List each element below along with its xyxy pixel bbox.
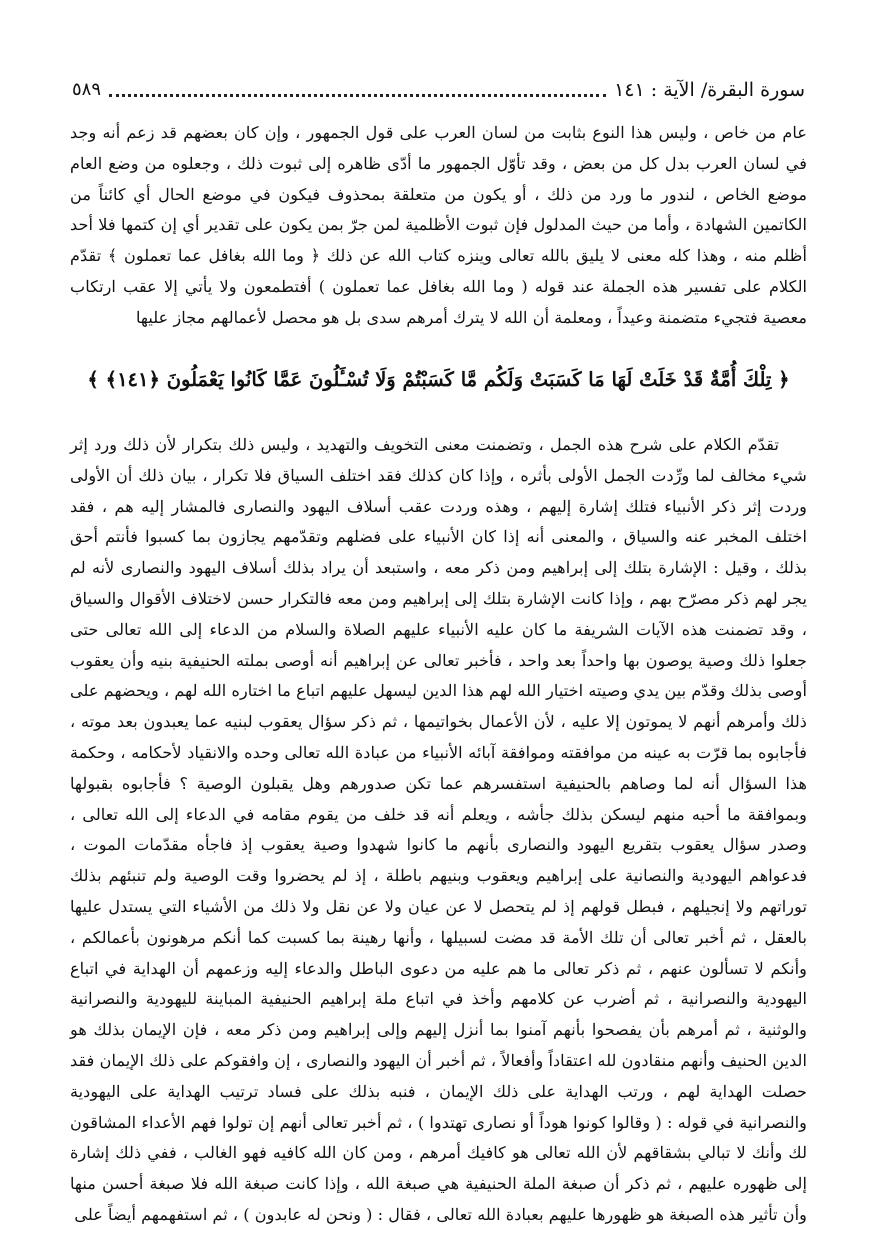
- paragraph: عام من خاص ، وليس هذا النوع بثابت من لسان العرب على قول الجمهور ، وإن كان بعضهم قد زعم أنه وجد في لسان العرب بدل كل من بعض ، وقد تأوّل الجمهور ما أدّى ظاهره إلى ثبوت ذلك ، وجعلوه من وضع العام موضع الخاص ، لندور ما ورد من ذلك ، أو يكون من متعلقة بمحذوف فيكون في موضع الحال أي كائناً من الكاتمين الشهادة ، وأما من حيث المدلول فإن ثبوت الأظلمية لمن جرّ بمن يكون على تقدير أي إن كتمها فلا أحد أظلم منه ، وهذا كله معنى لا يليق بالله تعالى وينزه كتاب الله عن ذلك ﴿ وما الله بغافل عما تعملون ﴾ تقدّم الكلام على تفسير هذه الجملة عند قوله ( وما الله بغافل عما تعملون ) أفتطمعون ولا يأتي إلا عقب ارتكاب معصية فتجيء متضمنة وعيداً ، ومعلمة أن الله لا يترك أمرهم سدى بل هو محصل لأعمالهم مجاز عليها: [70, 123, 807, 327]
- running-header: [72, 76, 805, 102]
- paragraph: تقدّم الكلام على شرح هذه الجمل ، وتضمنت معنى التخويف والتهديد ، وليس ذلك بتكرار لأن ذلك ورد إثر شيء مخالف لما ورِّدت الجمل الأولى بأثره ، وإذا كان كذلك فقد اختلف السياق فلا تكرار ، بيان ذلك أن الأولى وردت إثر ذكر الأنبياء فتلك إشارة إليهم ، وهذه وردت عقب أسلاف اليهود والنصارى فالمشار إليه هم ، فقد اختلف المخبر عنه والسياق ، والمعنى أنه إذا كان الأنبياء على فضلهم وتقدّمهم يجازون بما كسبوا فأنتم أحق بذلك ، وقيل : الإشارة بتلك إلى إبراهيم ومن ذكر معه ، واستبعد أن يراد بذلك أسلاف اليهود والنصارى لأنه لم يجر لهم ذكر مصرّح بهم ، وإذا كانت الإشارة بتلك إلى إبراهيم ومن معه فالتكرار حسن لاختلاف الأقوال والسياق ، وقد تضمنت هذه الآيات الشريفة ما كان عليه الأنبياء عليهم الصلاة والسلام من الدعاء إلى الله تعالى حتى جعلوا ذلك وصية يوصون بها واحداً بعد واحد ، فأخبر تعالى عن إبراهيم أنه أوصى بملته الحنيفية بنيه وأن يعقوب أوصى بذلك وقدّم بين يدي وصيته اختيار الله لهم هذا الدين ليسهل عليهم اتباع ما اختاره الله لهم ، ويحضهم على ذلك وأمرهم أنهم لا يموتون إلا عليه ، لأن الأعمال بخواتيمها ، ثم ذكر سؤال يعقوب لبنيه عما يعبدون بعد موته ، فأجابوه بما قرّت به عينه من موافقته وموافقة آبائه الأنبياء من عبادة الله تعالى وحده والانقياد لأحكامه ، وحكمة هذا السؤال أنه لما وصاهم بالحنيفية استفسرهم عما تكن صدورهم وهل يقبلون الوصية ؟ فأجابوه بقبولها وبموافقة ما أحبه منهم ليسكن بذلك جأشه ، ويعلم أنه قد خلف من يقوم مقامه في الدعاء إلى الله تعالى ، وصدر سؤال يعقوب بتقريع اليهود والنصارى بأنهم ما كانوا شهدوا وصية يعقوب إذ فاجأه مقدّمات الموت ، فدعواهم اليهودية والنصانية على إبراهيم ويعقوب وبنيهم باطلة ، إذ لم يحضروا وقت الوصية ولم تنبئهم بذلك توراتهم ولا إنجيلهم ، فبطل قولهم إذ لم يتحصل لا عن عيان ولا عن نقل ولا ذلك من الأشياء التي يستدل عليها بالعقل ، ثم أخبر تعالى أن تلك الأمة قد مضت لسبيلها ، وأنها رهينة بما كسبت كما أنكم مرهونون بأعمالكم ، وأنكم لا تسألون عنهم ، ثم ذكر تعالى ما هم عليه من دعوى الباطل والدعاء إليه وزعمهم أن الهداية في اتباع اليهودية والنصرانية ، ثم أضرب عن كلامهم وأخذ في اتباع ملة إبراهيم الحنيفية المباينة لليهودية والنصرانية والوثنية ، ثم أمرهم بأن يفصحوا بأنهم آمنوا بما أنزل إليهم وإلى إبراهيم ومن ذكر معه ، فإن الإيمان بذلك هو الدين الحنيف وأنهم منقادون لله اعتقاداً وأفعالاً ، ثم أخبر أن اليهود والنصارى ، إن وافقوكم على ذلك الإيمان فقد حصلت الهداية لهم ، ورتب الهداية على ذلك الإيمان ، فنبه بذلك على فساد ترتيب الهداية على اليهودية والنصرانية في قوله : ( وقالوا كونوا هوداً أو نصارى تهتدوا ) ، ثم أخبر تعالى أنهم إن تولوا فهم الأعداء المشاقون لك وأنك لا تبالي بشقاقهم لأن الله تعالى هو كافيك أمرهم ، ومن كان الله كافيه فهو الغالب ، ففي ذلك إشارة إلى ظهوره عليهم ، ثم ذكر أن صبغة الملة الحنيفية هي صبغة الله ، وإذا كانت صبغة الله فلا صبغة أحسن منها وأن تأثير هذه الصبغة هو ظهورها عليهم بعبادة الله تعالى ، فقال : ( ونحن له عابدون ) ، ثم استفهمهم أيضاً على: [70, 435, 807, 1224]
- running-title: سورة البقرة/ الآية : ١٤١: [614, 79, 805, 101]
- dotted-leader: [109, 94, 606, 97]
- commentary-bottom: [70, 430, 807, 1231]
- commentary-top: [70, 118, 807, 334]
- page-number: ٥٨٩: [72, 79, 102, 100]
- quran-verse: ﴿ تِلْكَ أُمَّةٌ قَدْ خَلَتْ لَهَا مَا كَسَبَتْ وَلَكُم مَّا كَسَبْتُمْ وَلَا تُسْـَٔلُونَ عَمَّا كَانُوا يَعْمَلُونَ ﴿١٤١﴾ ﴾: [87, 368, 790, 391]
